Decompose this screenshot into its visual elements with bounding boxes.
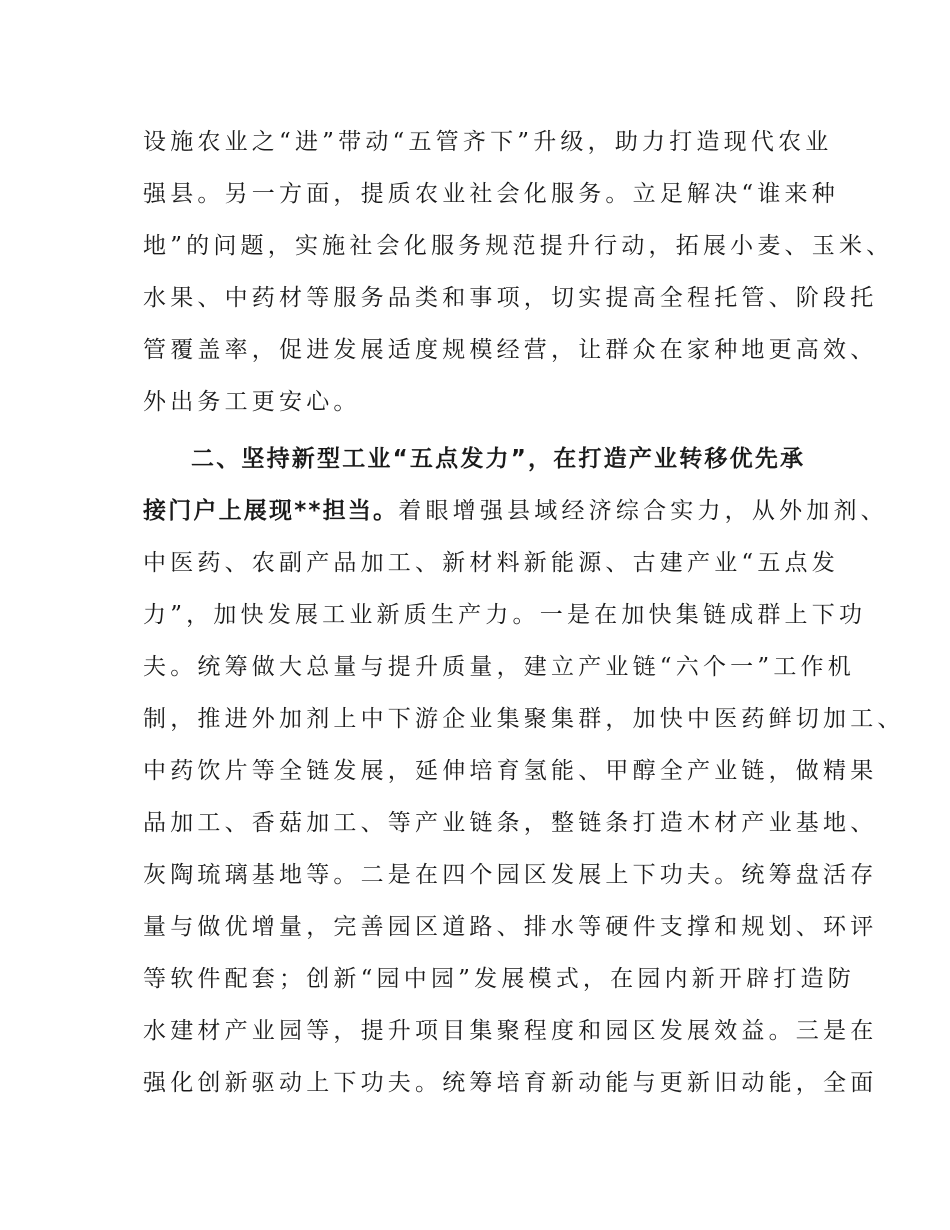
paragraph-line: 制，推进外加剂上中下游企业集聚集群，加快中医药鲜切加工、 bbox=[143, 706, 905, 732]
paragraph-line: 强化创新驱动上下功夫。统筹培育新动能与更新旧动能，全面 bbox=[143, 1070, 878, 1096]
paragraph-line: 夫。统筹做大总量与提升质量，建立产业链“六个一”工作机 bbox=[143, 654, 855, 680]
paragraph-line: 强县。另一方面，提质农业社会化服务。立足解决“谁来种 bbox=[143, 181, 839, 207]
paragraph-line: 水果、中药材等服务品类和事项，切实提高全程托管、阶段托 bbox=[143, 285, 878, 311]
paragraph-line: 中医药、农副产品加工、新材料新能源、古建产业“五点发 bbox=[143, 550, 839, 576]
paragraph-line: 中药饮片等全链发展，延伸培育氢能、甲醇全产业链，做精果 bbox=[143, 758, 878, 784]
section-heading-line bbox=[143, 493, 888, 529]
paragraph-line: 灰陶琉璃基地等。二是在四个园区发展上下功夫。统筹盘活存 bbox=[143, 862, 878, 888]
section-heading-tail: 接门户上展现**担当。 bbox=[143, 498, 399, 524]
section-heading: 二、坚持新型工业“五点发力”，在打造产业转移优先承 bbox=[191, 446, 806, 472]
paragraph-line: 品加工、香菇加工、等产业链条，整链条打造木材产业基地、 bbox=[143, 810, 878, 836]
paragraph-line: 量与做优增量，完善园区道路、排水等硬件支撑和规划、环评 bbox=[143, 914, 878, 940]
paragraph-line: 外出务工更安心。 bbox=[143, 389, 361, 415]
paragraph-line: 水建材产业园等，提升项目集聚程度和园区发展效益。三是在 bbox=[143, 1018, 878, 1044]
paragraph-line: 地”的问题，实施社会化服务规范提升行动，拓展小麦、玉米、 bbox=[143, 233, 894, 259]
paragraph-line: 力”，加快发展工业新质生产力。一是在加快集链成群上下功 bbox=[143, 602, 867, 628]
paragraph-line: 设施农业之“进”带动“五管齐下”升级，助力打造现代农业 bbox=[143, 129, 833, 155]
paragraph-line: 等软件配套；创新“园中园”发展模式，在园内新开辟打造防 bbox=[143, 966, 855, 992]
paragraph-text: 着眼增强县域经济综合实力，从外加剂、 bbox=[398, 498, 888, 524]
paragraph-line: 管覆盖率，促进发展适度规模经营，让群众在家种地更高效、 bbox=[143, 337, 878, 363]
